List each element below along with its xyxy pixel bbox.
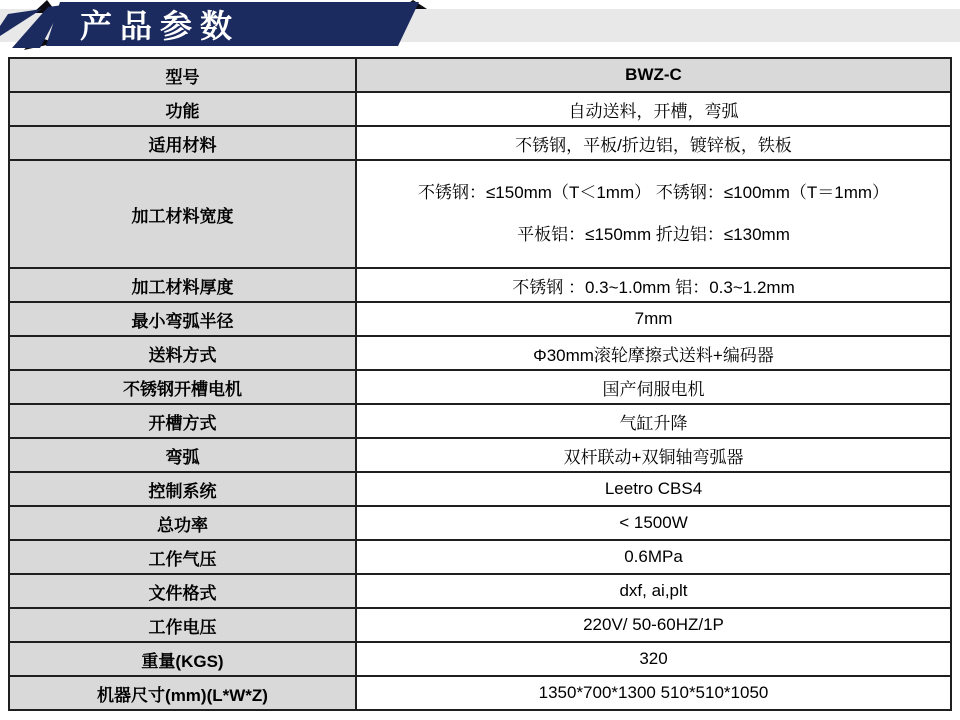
page-title: 产品参数 <box>80 8 241 44</box>
spec-value: 320 <box>356 642 951 676</box>
spec-label: 适用材料 <box>9 126 356 160</box>
spec-label: 功能 <box>9 92 356 126</box>
spec-value: 气缸升降 <box>356 404 951 438</box>
spec-value: 自动送料，开槽，弯弧 <box>356 92 951 126</box>
spec-row <box>9 126 951 160</box>
spec-row <box>9 336 951 370</box>
spec-label: 弯弧 <box>9 438 356 472</box>
spec-table-body <box>9 58 951 710</box>
spec-row <box>9 642 951 676</box>
spec-value: dxf, ai,plt <box>356 574 951 608</box>
spec-value-line: 不锈钢：≤150mm（T＜1mm） 不锈钢：≤100mm（T＝1mm） <box>417 183 890 202</box>
spec-value: 1350*700*1300 510*510*1050 <box>356 676 951 710</box>
spec-value: BWZ-C <box>356 58 951 92</box>
spec-value: Φ30mm滚轮摩擦式送料+编码器 <box>356 336 951 370</box>
spec-value: 不锈钢 ：0.3~1.0mm 铝：0.3~1.2mm <box>356 268 951 302</box>
spec-label: 最小弯弧半径 <box>9 302 356 336</box>
spec-value: Leetro CBS4 <box>356 472 951 506</box>
spec-label: 重量(KGS) <box>9 642 356 676</box>
spec-label: 不锈钢开槽电机 <box>9 370 356 404</box>
spec-label: 加工材料宽度 <box>9 160 356 268</box>
spec-row <box>9 608 951 642</box>
page-header <box>0 0 960 56</box>
spec-row <box>9 438 951 472</box>
spec-value: 7mm <box>356 302 951 336</box>
spec-row <box>9 58 951 92</box>
spec-label: 总功率 <box>9 506 356 540</box>
spec-label: 文件格式 <box>9 574 356 608</box>
spec-value: 双杆联动+双铜轴弯弧器 <box>356 438 951 472</box>
spec-label: 开槽方式 <box>9 404 356 438</box>
spec-row <box>9 472 951 506</box>
spec-label: 型号 <box>9 58 356 92</box>
spec-row <box>9 540 951 574</box>
spec-row <box>9 676 951 710</box>
spec-label: 工作电压 <box>9 608 356 642</box>
spec-label: 工作气压 <box>9 540 356 574</box>
spec-value: 0.6MPa <box>356 540 951 574</box>
spec-value-line: 平板铝：≤150mm 折边铝：≤130mm <box>517 225 790 244</box>
spec-value: 国产伺服电机 <box>356 370 951 404</box>
spec-value: < 1500W <box>356 506 951 540</box>
spec-label: 加工材料厚度 <box>9 268 356 302</box>
spec-row <box>9 92 951 126</box>
spec-row <box>9 160 951 268</box>
spec-row <box>9 302 951 336</box>
spec-label: 送料方式 <box>9 336 356 370</box>
spec-label: 机器尺寸(mm)(L*W*Z) <box>9 676 356 710</box>
spec-label: 控制系统 <box>9 472 356 506</box>
spec-row <box>9 268 951 302</box>
spec-row <box>9 370 951 404</box>
spec-value <box>356 160 951 268</box>
spec-value: 不锈钢，平板/折边铝，镀锌板，铁板 <box>356 126 951 160</box>
spec-row <box>9 404 951 438</box>
spec-row <box>9 506 951 540</box>
spec-row <box>9 574 951 608</box>
spec-value: 220V/ 50-60HZ/1P <box>356 608 951 642</box>
spec-table <box>8 57 952 711</box>
